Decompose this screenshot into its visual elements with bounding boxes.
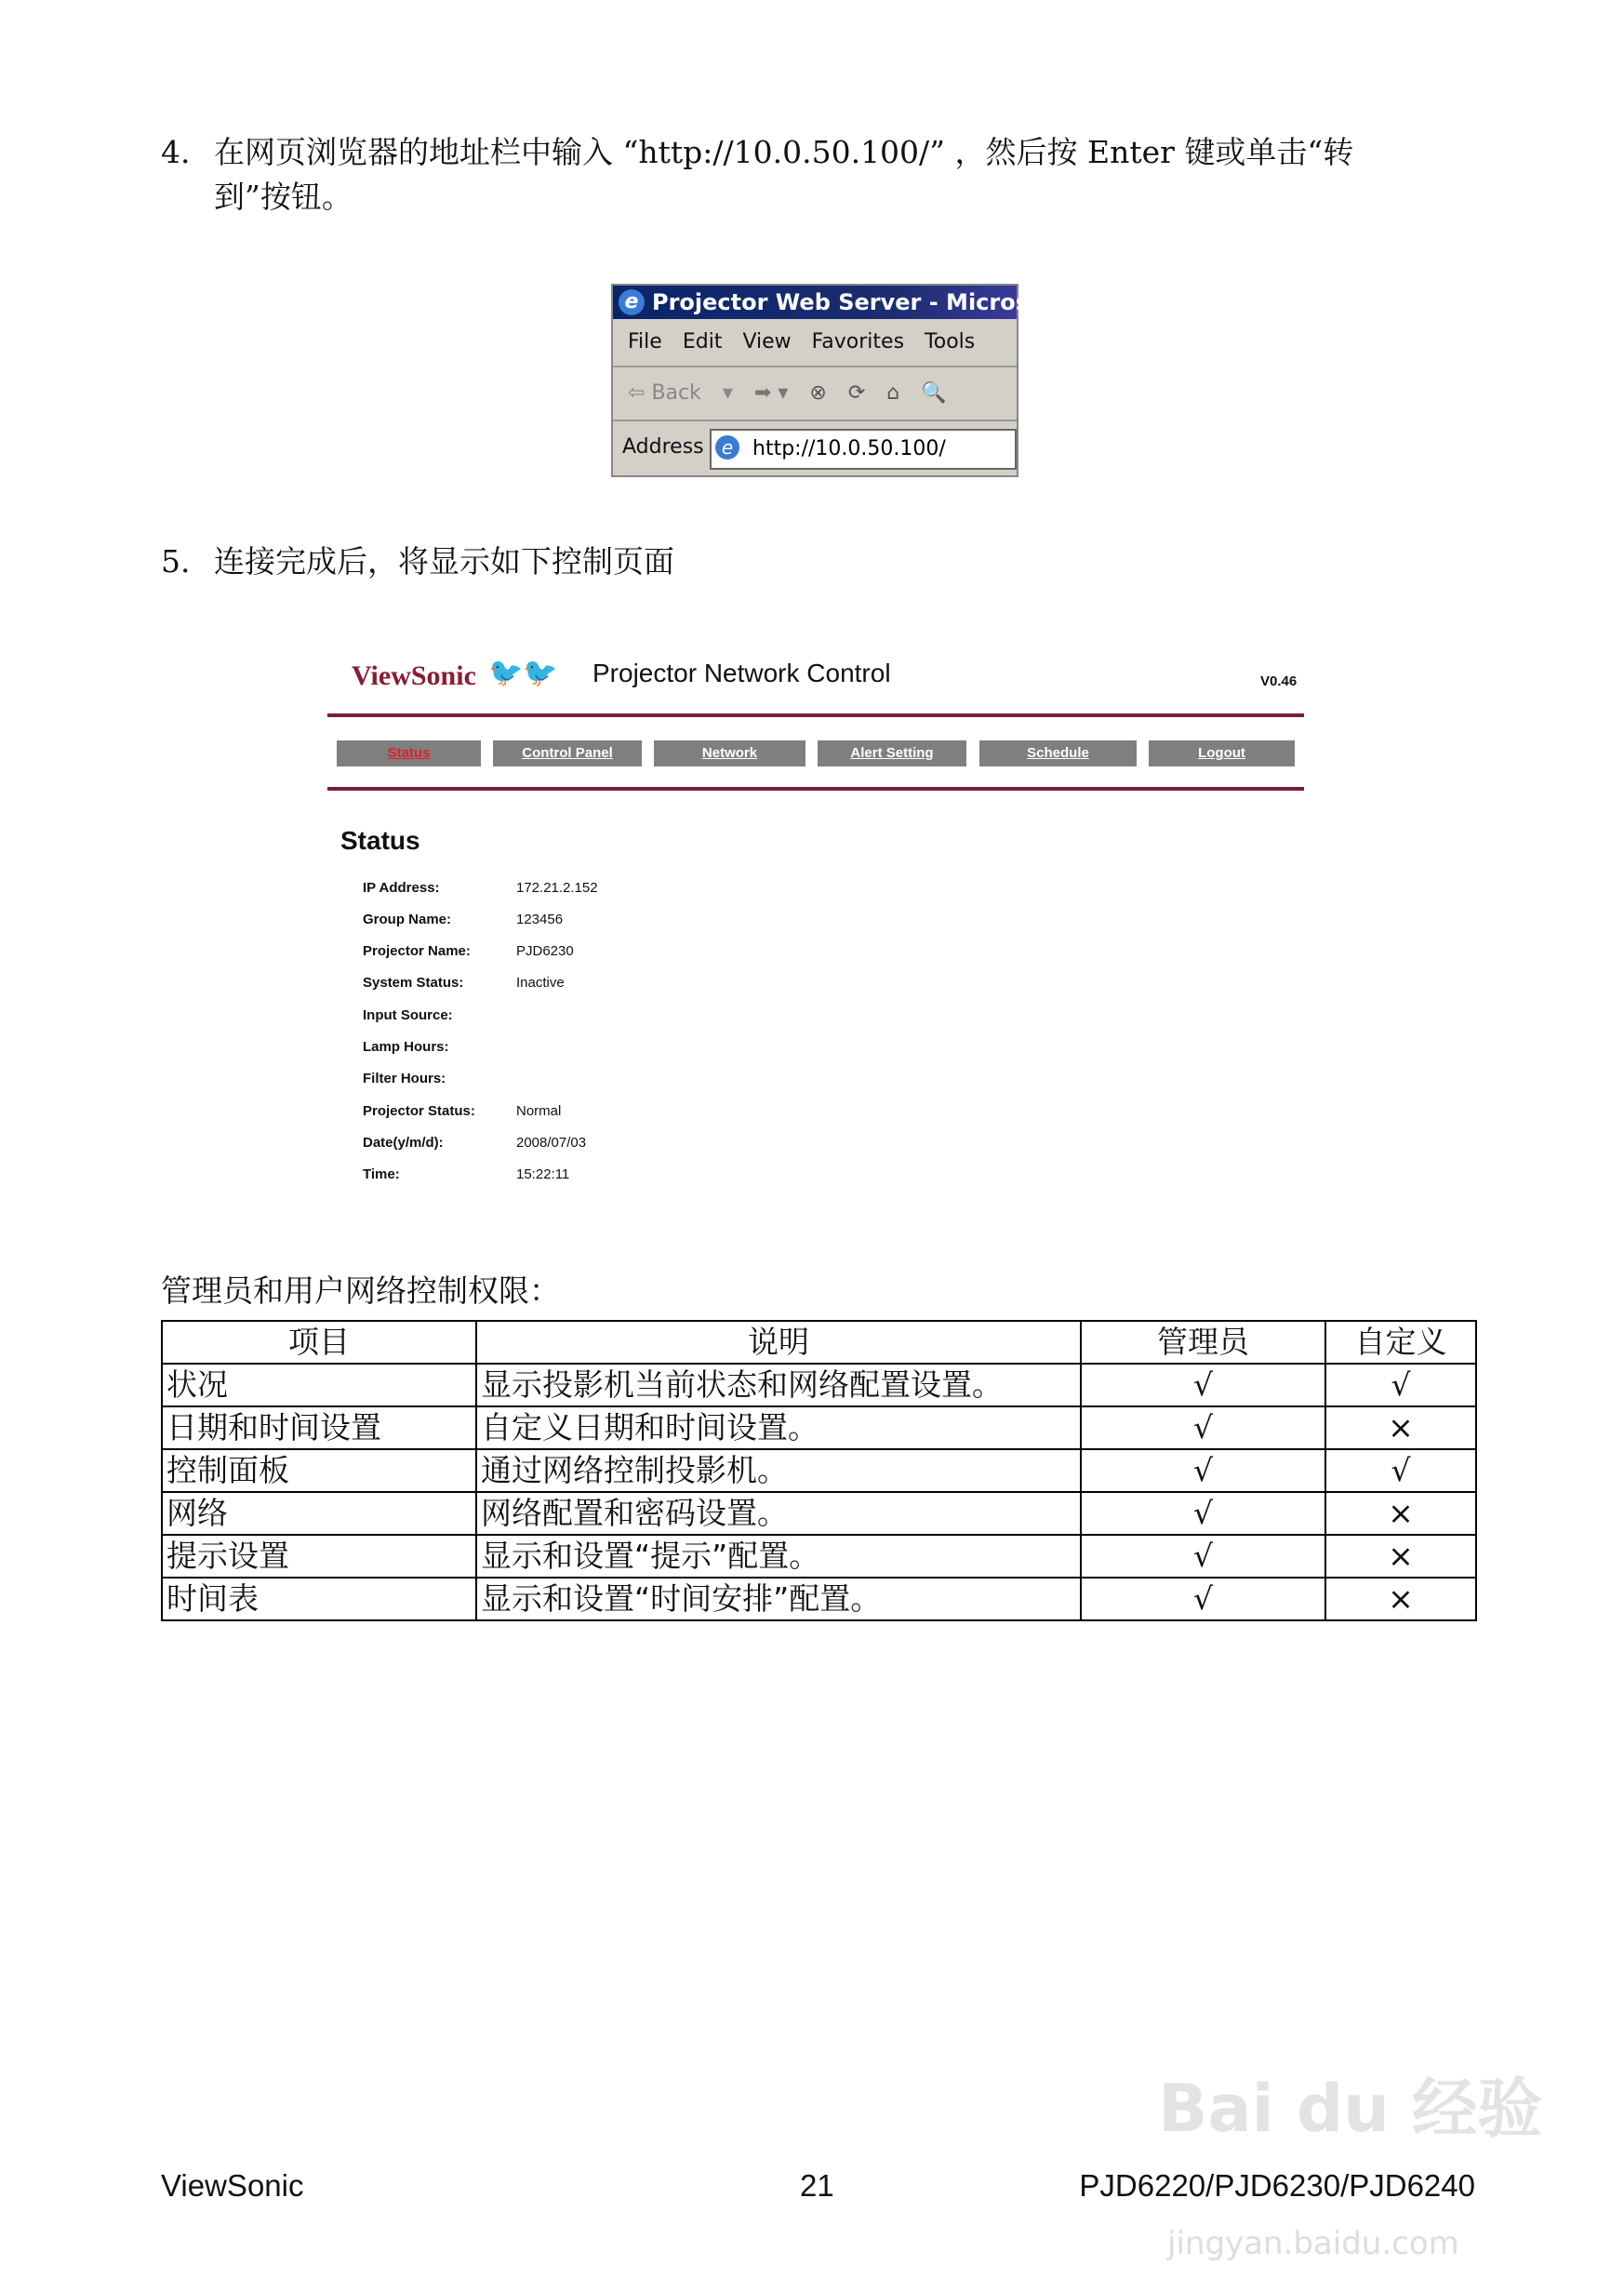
- url-text: http://10.0.50.100/: [752, 437, 946, 460]
- table-row: [162, 1449, 1476, 1492]
- page-icon: e: [715, 435, 739, 460]
- back-label: Back: [651, 381, 701, 405]
- ie-icon: e: [619, 289, 645, 315]
- footer-brand: ViewSonic: [161, 2168, 304, 2203]
- cell-admin: √: [1081, 1492, 1325, 1535]
- cell-custom: ×: [1325, 1535, 1476, 1578]
- cell-custom: ×: [1325, 1578, 1476, 1620]
- header-cell: 说明: [476, 1321, 1081, 1364]
- refresh-icon[interactable]: ⟳: [847, 381, 866, 405]
- toolbar: [613, 367, 1017, 421]
- menu-file[interactable]: File: [628, 330, 662, 353]
- status-value: 2008/07/03: [516, 1135, 587, 1151]
- nav-control-panel[interactable]: Control Panel: [493, 740, 642, 766]
- cell-item: 网络: [162, 1492, 476, 1535]
- baidu-watermark: Bai du 经验: [1158, 2071, 1543, 2147]
- cell-admin: √: [1081, 1406, 1325, 1449]
- step-4-line2: 到”按钮。: [214, 179, 353, 215]
- table-header-row: [162, 1321, 1476, 1364]
- search-icon[interactable]: 🔍: [921, 381, 947, 405]
- permissions-table: [161, 1320, 1477, 1621]
- menu-bar: [613, 319, 1017, 367]
- status-heading: Status: [340, 826, 420, 855]
- step-number: 4.: [161, 134, 191, 170]
- home-icon[interactable]: ⌂: [886, 381, 900, 405]
- step-5-text: 连接完成后，将显示如下控制页面: [214, 543, 674, 579]
- step-4-line1: 在网页浏览器的地址栏中输入 “http://10.0.50.100/” ，然后按 Enter 键或单击“转: [214, 134, 1354, 170]
- cell-custom: √: [1325, 1364, 1476, 1406]
- table-row: [162, 1406, 1476, 1449]
- status-label: Projector Name:: [363, 943, 471, 959]
- cell-admin: √: [1081, 1535, 1325, 1578]
- page-number: 21: [800, 2168, 834, 2203]
- status-label: Input Source:: [363, 1007, 453, 1023]
- nav-logout[interactable]: Logout: [1149, 740, 1295, 766]
- table-row: [162, 1578, 1476, 1620]
- cell-item: 控制面板: [162, 1449, 476, 1492]
- viewsonic-logo: ViewSonic: [352, 660, 476, 691]
- cell-admin: √: [1081, 1578, 1325, 1620]
- menu-favorites[interactable]: Favorites: [811, 330, 905, 353]
- divider: [327, 713, 1304, 717]
- address-label: Address: [622, 435, 704, 459]
- cell-admin: √: [1081, 1364, 1325, 1406]
- page-title: Projector Network Control: [592, 659, 891, 687]
- cell-item: 日期和时间设置: [162, 1406, 476, 1449]
- step-number: 5.: [161, 543, 191, 579]
- cell-desc: 通过网络控制投影机。: [476, 1449, 1081, 1492]
- stop-icon[interactable]: ⊗: [809, 381, 827, 405]
- cell-desc: 显示和设置“时间安排”配置。: [476, 1578, 1081, 1620]
- status-value: Inactive: [516, 975, 565, 991]
- header-cell: 自定义: [1325, 1321, 1476, 1364]
- menu-tools[interactable]: Tools: [925, 330, 976, 353]
- status-label: Date(y/m/d):: [363, 1135, 444, 1151]
- cell-desc: 显示投影机当前状态和网络配置设置。: [476, 1364, 1081, 1406]
- cell-custom: √: [1325, 1449, 1476, 1492]
- status-label: System Status:: [363, 975, 464, 991]
- address-input[interactable]: [710, 429, 1017, 470]
- nav-alert-setting[interactable]: Alert Setting: [818, 740, 966, 766]
- forward-button[interactable]: ➡ ▾: [753, 381, 789, 405]
- watermark-url: jingyan.baidu.com: [1167, 2225, 1459, 2262]
- status-value: 123456: [516, 912, 564, 927]
- status-label: Filter Hours:: [363, 1071, 446, 1086]
- status-value: Normal: [516, 1103, 562, 1119]
- table-row: [162, 1492, 1476, 1535]
- title-bar: [613, 286, 1065, 319]
- table-row: [162, 1535, 1476, 1578]
- back-button[interactable]: ⇦ Back ▾: [628, 367, 733, 420]
- birds-logo-icon: 🐦🐦: [488, 658, 558, 688]
- nav-status[interactable]: Status: [337, 740, 481, 766]
- cell-item: 时间表: [162, 1578, 476, 1620]
- nav-schedule[interactable]: Schedule: [979, 740, 1137, 766]
- cell-custom: ×: [1325, 1406, 1476, 1449]
- table-caption: 管理员和用户网络控制权限：: [161, 1272, 560, 1309]
- cell-item: 提示设置: [162, 1535, 476, 1578]
- divider: [327, 787, 1304, 791]
- cell-desc: 网络配置和密码设置。: [476, 1492, 1081, 1535]
- menu-edit[interactable]: Edit: [682, 330, 723, 353]
- address-bar: [613, 421, 1017, 473]
- status-value: 172.21.2.152: [516, 880, 598, 896]
- menu-view[interactable]: View: [742, 330, 792, 353]
- status-value: PJD6230: [516, 943, 574, 959]
- cell-custom: ×: [1325, 1492, 1476, 1535]
- nav-network[interactable]: Network: [654, 740, 805, 766]
- table-row: [162, 1364, 1476, 1406]
- status-label: Projector Status:: [363, 1103, 475, 1119]
- cell-desc: 显示和设置“提示”配置。: [476, 1535, 1081, 1578]
- footer-models: PJD6220/PJD6230/PJD6240: [1079, 2168, 1475, 2203]
- window-title: Projector Web Server - Microsoft: [652, 289, 1065, 315]
- header-cell: 项目: [162, 1321, 476, 1364]
- cell-admin: √: [1081, 1449, 1325, 1492]
- browser-window-screenshot: [611, 284, 1065, 477]
- version-label: V0.46: [1260, 673, 1298, 689]
- status-label: Time:: [363, 1166, 400, 1182]
- status-label: Lamp Hours:: [363, 1039, 449, 1055]
- status-label: Group Name:: [363, 912, 452, 927]
- cell-item: 状况: [162, 1364, 476, 1406]
- cell-desc: 自定义日期和时间设置。: [476, 1406, 1081, 1449]
- status-label: IP Address:: [363, 880, 440, 896]
- status-value: 15:22:11: [516, 1166, 570, 1182]
- header-cell: 管理员: [1081, 1321, 1325, 1364]
